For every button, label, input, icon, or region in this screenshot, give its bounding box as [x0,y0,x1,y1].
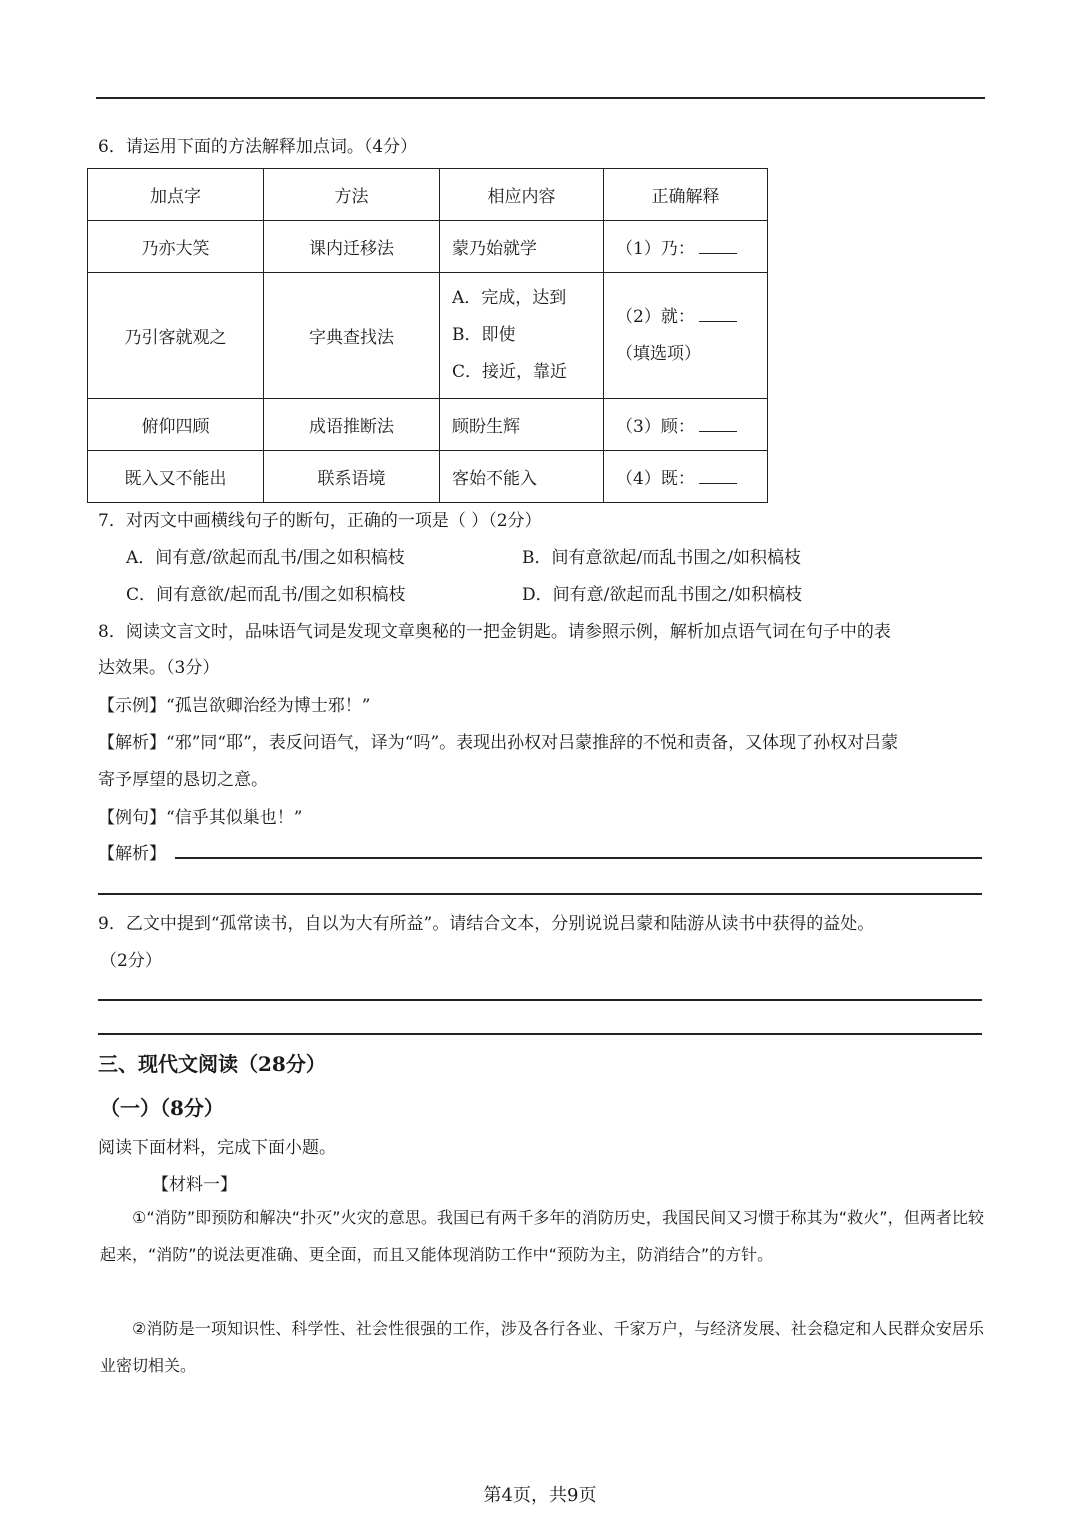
q8-answer-line-2[interactable] [98,893,982,895]
table-row [88,221,768,273]
option-b[interactable]: B．间有意欲起/而乱书围之/如积槁枝 [522,548,801,568]
material-paragraph-2: ②消防是一项知识性、科学性、社会性很强的工作，涉及各行各业、千家万户，与经济发展、社会稳定和人民群众安居乐业密切相关。 [100,1319,984,1375]
dictionary-option-c: C．接近，靠近 [452,362,568,382]
word-cell: 乃引客就观之 [88,273,264,399]
example-sentence: 【示例】“孤岂欲卿治经为博士邪！” [98,696,371,716]
word-cell: 既入又不能出 [88,451,264,503]
content-cell: 客始不能入 [440,451,604,503]
method-cell: 课内迁移法 [264,221,440,273]
answer-blank[interactable] [699,469,737,484]
header-cell: 加点字 [88,169,264,221]
method-cell: 字典查找法 [264,273,440,399]
page-number: 第4页，共9页 [483,1485,597,1506]
answer-cell [604,399,768,451]
material-1-title: 【材料一】 [152,1175,237,1195]
option-a[interactable]: A．间有意/欲起而乱书/围之如积槁枝 [126,548,405,568]
question-8-line1: 8．阅读文言文时，品味语气词是发现文章奥秘的一把金钥匙。请参照示例，解析加点语气词在句子中的表 [98,622,891,642]
table-row [88,273,768,399]
word-cell: 乃亦大笑 [88,221,264,273]
q9-answer-line-1[interactable] [98,999,982,1001]
question-9-line1: 9．乙文中提到“孤常读书，自以为大有所益”。请结合文本，分别说说吕蒙和陆游从读书中获得的益处。 [98,914,875,934]
question-9-line2: （2分） [100,951,162,971]
answer-cell [604,221,768,273]
header-cell: 方法 [264,169,440,221]
target-sentence: 【例句】“信乎其似巢也！” [98,808,303,828]
option-c[interactable]: C．间有意欲/起而乱书/围之如积槁枝 [126,585,406,605]
method-cell: 联系语境 [264,451,440,503]
reading-instruction: 阅读下面材料，完成下面小题。 [98,1138,336,1158]
q8-answer-line-1[interactable] [175,857,982,859]
section-3-title: 三、现代文阅读（28分） [98,1052,326,1076]
subsection-1-title: （一）（8分） [100,1096,224,1120]
dictionary-option-b: B．即使 [452,325,516,345]
q9-answer-line-2[interactable] [98,1033,982,1035]
example-analysis-line1: 【解析】“邪”同“耶”，表反问语气，译为“吗”。表现出孙权对吕蒙推辞的不悦和责备，又体现了孙权对吕蒙 [98,733,899,753]
answer-label: （4）既： [616,469,695,489]
table-header-row [88,169,768,221]
answer-line [616,299,767,336]
question-6: 6．请运用下面的方法解释加点词。（4分） [98,137,418,157]
content-cell: 蒙乃始就学 [440,221,604,273]
answer-cell [604,451,768,503]
dictionary-option-a: A．完成，达到 [452,288,567,308]
method-table [87,168,768,503]
header-cell: 正确解释 [604,169,768,221]
content-cell: 顾盼生辉 [440,399,604,451]
material-paragraph-1: ①“消防”即预防和解决“扑灭”火灾的意思。我国已有两千多年的消防历史，我国民间又习惯于称其为“救火”，但两者比较起来，“消防”的说法更准确、更全面，而且又能体现消防工作中“预防为主，防消结合”的方针。 [100,1208,984,1264]
answer-cell [604,273,768,399]
answer-label: （1）乃： [616,239,695,259]
method-cell: 成语推断法 [264,399,440,451]
question-8-line2: 达效果。（3分） [98,658,220,678]
answer-label: 【解析】 [98,844,166,864]
example-analysis-line2: 寄予厚望的恳切之意。 [98,770,268,790]
answer-note: （填选项） [616,343,701,364]
content-cell [440,273,604,399]
word-cell: 俯仰四顾 [88,399,264,451]
answer-blank[interactable] [699,239,737,254]
answer-label: （2）就： [616,306,695,327]
table-row [88,451,768,503]
header-cell: 相应内容 [440,169,604,221]
option-d[interactable]: D．间有意/欲起而乱书围之/如积槁枝 [522,585,803,605]
table-row [88,399,768,451]
header-rule [96,97,985,99]
answer-blank[interactable] [699,417,737,432]
question-7: 7．对丙文中画横线句子的断句，正确的一项是（ ）（2分） [98,511,542,531]
answer-label: （3）顾： [616,417,695,437]
answer-blank[interactable] [699,307,737,322]
